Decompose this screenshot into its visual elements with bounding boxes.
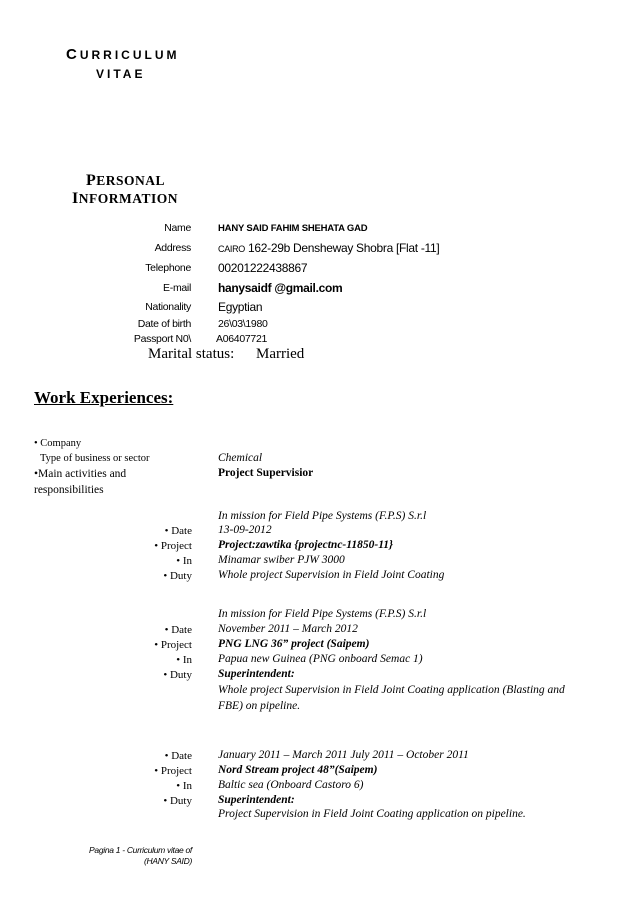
entry3-date-label: • Date <box>164 750 192 762</box>
passport-label: Passport N0\ <box>133 333 191 345</box>
entry2-duty: Whole project Supervision in Field Joint Coating application (Blasting and FBE) on pipeline. <box>218 684 565 712</box>
footer-line1: Pagina 1 - Curriculum vitae of <box>89 845 192 855</box>
entry2-in: Papua new Guinea (PNG onboard Semac 1) <box>218 653 423 665</box>
business-value: Chemical <box>218 452 263 464</box>
entry3-duty-label: • Duty <box>163 795 192 807</box>
entry1-duty: Whole project Supervision in Field Joint Coating <box>218 569 445 581</box>
address-rest: 162-29b Densheway Shobra [Flat -11] <box>245 241 440 255</box>
address-label: Address <box>154 242 191 254</box>
marital-label: Marital status: <box>148 346 235 362</box>
address-value <box>218 241 439 255</box>
entry3-in-label: • In <box>176 780 192 792</box>
entry1-date: 13-09-2012 <box>218 524 272 536</box>
entry1-date-label: • Date <box>164 525 192 537</box>
entry2-duty-title: Superintendent: <box>218 668 295 680</box>
entry2-intro: In mission for Field Pipe Systems (F.P.S) S.r.l <box>218 608 427 620</box>
entry1-in: Minamar swiber PJW 3000 <box>218 554 345 566</box>
telephone-label: Telephone <box>145 262 191 274</box>
marital-value: Married <box>256 346 305 362</box>
entry1-project-label: • Project <box>154 540 192 552</box>
entry1-project: Project:zawtika {projectnc-11850-11} <box>218 539 394 551</box>
entry1-duty-label: • Duty <box>163 570 192 582</box>
entry2-date-label: • Date <box>164 624 192 636</box>
entry3-duty: Project Supervision in Field Joint Coating application on pipeline. <box>218 808 526 820</box>
activities-label-1: •Main activities and <box>34 468 127 480</box>
business-label: Type of business or sector <box>40 453 150 464</box>
passport-value: A06407721 <box>216 333 268 345</box>
activities-label-2: responsibilities <box>34 484 104 496</box>
personal-title-line2: INFORMATION <box>72 190 178 207</box>
dob-label: Date of birth <box>137 318 191 330</box>
entry3-date: January 2011 – March 2011 July 2011 – October 2011 <box>218 749 469 761</box>
cv-title-line2: VITAE <box>96 67 146 81</box>
name-value: HANY SAID FAHIM SHEHATA GAD <box>218 223 368 234</box>
entry2-in-label: • In <box>176 654 192 666</box>
entry3-project-label: • Project <box>154 765 192 777</box>
personal-title-line1: PERSONAL <box>86 172 166 189</box>
entry2-project: PNG LNG 36” project (Saipem) <box>218 638 370 650</box>
nationality-label: Nationality <box>145 301 191 313</box>
address-city: CAIRO <box>218 244 246 254</box>
entry2-duty-label: • Duty <box>163 669 192 681</box>
entry3-duty-title: Superintendent: <box>218 794 295 806</box>
cv-title-line1: CURRICULUM <box>66 46 180 63</box>
company-label: • Company <box>34 438 82 449</box>
entry3-in: Baltic sea (Onboard Castoro 6) <box>218 779 364 791</box>
nationality-value: Egyptian <box>218 300 263 314</box>
dob-value: 26\03\1980 <box>218 318 268 330</box>
work-heading: Work Experiences: <box>34 388 174 407</box>
name-label: Name <box>164 222 191 234</box>
telephone-value: 00201222438867 <box>218 261 308 275</box>
entry1-intro: In mission for Field Pipe Systems (F.P.S) S.r.l <box>218 510 427 522</box>
entry3-project: Nord Stream project 48”(Saipem) <box>218 764 378 776</box>
email-value: hanysaidf @gmail.com <box>218 281 343 295</box>
entry1-in-label: • In <box>176 555 192 567</box>
entry2-project-label: • Project <box>154 639 192 651</box>
entry2-date: November 2011 – March 2012 <box>218 623 358 635</box>
activities-value: Project Supervisior <box>218 467 314 479</box>
email-label: E-mail <box>163 282 191 294</box>
footer-line2: (HANY SAID) <box>143 856 192 866</box>
